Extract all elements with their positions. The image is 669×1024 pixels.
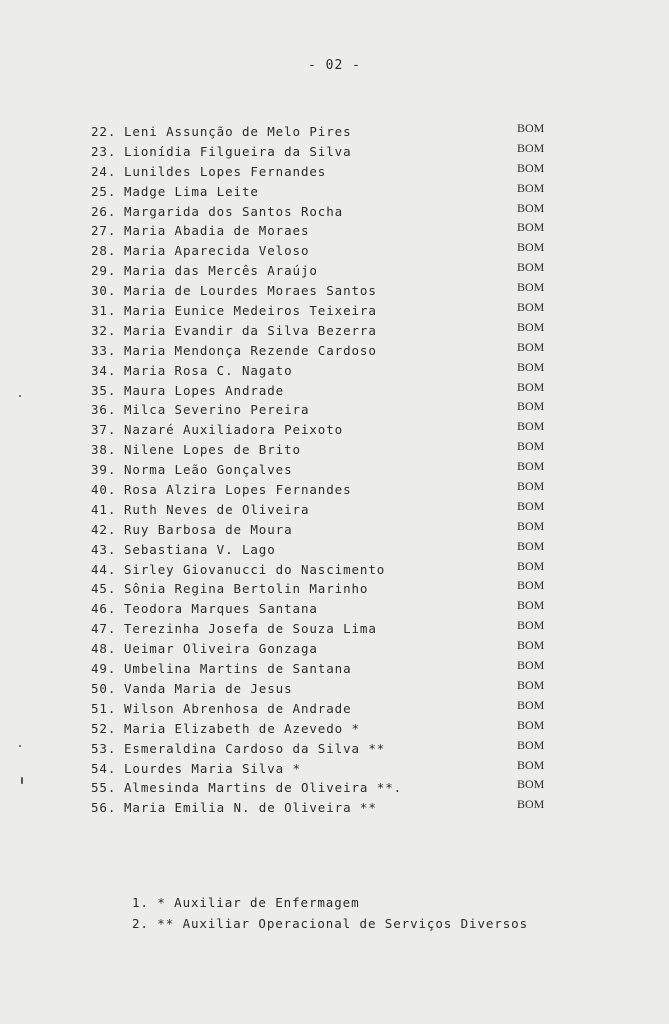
footnote bbox=[132, 913, 528, 934]
entry-rating: BOM bbox=[517, 498, 545, 513]
entry-rating: BOM bbox=[517, 538, 545, 553]
entry-number: 44. bbox=[91, 561, 117, 577]
entry-number: 31. bbox=[91, 303, 117, 319]
entry-rating: BOM bbox=[517, 677, 545, 692]
footnote-number: 2. bbox=[132, 916, 149, 931]
scan-mark bbox=[19, 745, 21, 747]
entry-name: Maria das Mercês Araújo bbox=[124, 263, 318, 279]
list-item bbox=[91, 560, 561, 580]
entry-number: 47. bbox=[91, 621, 117, 637]
entry-rating: BOM bbox=[517, 300, 545, 315]
entry-name: Ruth Neves de Oliveira bbox=[124, 501, 310, 517]
entry-rating: BOM bbox=[517, 280, 545, 295]
entry-rating: BOM bbox=[517, 140, 545, 155]
entry-name: Maria Aparecida Veloso bbox=[124, 243, 310, 259]
list-item bbox=[91, 241, 561, 261]
list-item bbox=[91, 520, 561, 540]
entry-name: Maria Rosa C. Nagato bbox=[124, 362, 293, 378]
entry-rating: BOM bbox=[517, 399, 545, 414]
list-item bbox=[91, 182, 561, 202]
list-item bbox=[91, 361, 561, 381]
entry-number: 38. bbox=[91, 442, 117, 458]
entry-rating: BOM bbox=[517, 220, 545, 235]
entry-name: Ueimar Oliveira Gonzaga bbox=[124, 641, 318, 657]
entry-number: 45. bbox=[91, 581, 117, 597]
list-item bbox=[91, 341, 561, 361]
entry-rating: BOM bbox=[517, 180, 545, 195]
entry-name: Lunildes Lopes Fernandes bbox=[124, 163, 327, 179]
entry-name: Maria Mendonça Rezende Cardoso bbox=[124, 342, 377, 358]
entry-rating: BOM bbox=[517, 479, 545, 494]
entry-number: 46. bbox=[91, 601, 117, 617]
entry-rating: BOM bbox=[517, 558, 545, 573]
entry-rating: BOM bbox=[517, 518, 545, 533]
footnote bbox=[132, 892, 528, 913]
entry-number: 50. bbox=[91, 680, 117, 696]
entry-name: Maria Elizabeth de Azevedo * bbox=[124, 720, 360, 736]
entry-name: Wilson Abrenhosa de Andrade bbox=[124, 700, 352, 716]
entry-rating: BOM bbox=[517, 160, 545, 175]
list-item bbox=[91, 739, 561, 759]
list-item bbox=[91, 619, 561, 639]
list-item bbox=[91, 162, 561, 182]
entry-name: Nilene Lopes de Brito bbox=[124, 442, 301, 458]
entry-number: 40. bbox=[91, 482, 117, 498]
entry-rating: BOM bbox=[517, 598, 545, 613]
list-item bbox=[91, 400, 561, 420]
entry-number: 24. bbox=[91, 163, 117, 179]
entry-number: 39. bbox=[91, 462, 117, 478]
entry-number: 43. bbox=[91, 541, 117, 557]
entry-number: 23. bbox=[91, 143, 117, 159]
entry-name: Terezinha Josefa de Souza Lima bbox=[124, 621, 377, 637]
entry-name: Madge Lima Leite bbox=[124, 183, 259, 199]
entry-number: 41. bbox=[91, 501, 117, 517]
list-item bbox=[91, 759, 561, 779]
entry-name: Maria Evandir da Silva Bezerra bbox=[124, 322, 377, 338]
entry-name: Maria de Lourdes Moraes Santos bbox=[124, 283, 377, 299]
page-number: - 02 - bbox=[308, 58, 361, 73]
list-item bbox=[91, 480, 561, 500]
list-item bbox=[91, 221, 561, 241]
list-item bbox=[91, 679, 561, 699]
entry-name: Umbelina Martins de Santana bbox=[124, 661, 352, 677]
list-item bbox=[91, 142, 561, 162]
list-item bbox=[91, 599, 561, 619]
list-item bbox=[91, 778, 561, 798]
list-item bbox=[91, 460, 561, 480]
entry-name: Norma Leão Gonçalves bbox=[124, 462, 293, 478]
list-item bbox=[91, 719, 561, 739]
list-item bbox=[91, 301, 561, 321]
entry-number: 49. bbox=[91, 661, 117, 677]
entry-name: Sebastiana V. Lago bbox=[124, 541, 276, 557]
list-item bbox=[91, 659, 561, 679]
entry-name: Leni Assunção de Melo Pires bbox=[124, 124, 352, 139]
scan-mark bbox=[19, 395, 21, 397]
list-item bbox=[91, 281, 561, 301]
footnote-text: * Auxiliar de Enfermagem bbox=[157, 895, 360, 910]
entry-name: Maura Lopes Andrade bbox=[124, 382, 285, 398]
entry-rating: BOM bbox=[517, 658, 545, 673]
entry-rating: BOM bbox=[517, 379, 545, 394]
entry-name: Rosa Alzira Lopes Fernandes bbox=[124, 482, 352, 498]
list-item bbox=[91, 440, 561, 460]
entry-name: Ruy Barbosa de Moura bbox=[124, 521, 293, 537]
entry-rating: BOM bbox=[517, 717, 545, 732]
footnote-text: ** Auxiliar Operacional de Serviços Diversos bbox=[157, 916, 529, 931]
entry-number: 42. bbox=[91, 521, 117, 537]
list-item bbox=[91, 202, 561, 222]
entry-rating: BOM bbox=[517, 578, 545, 593]
entry-rating: BOM bbox=[517, 121, 545, 135]
entry-name: Esmeraldina Cardoso da Silva ** bbox=[124, 740, 386, 756]
list-item bbox=[91, 699, 561, 719]
entry-name: Sônia Regina Bertolin Marinho bbox=[124, 581, 369, 597]
entry-name: Lionídia Filgueira da Silva bbox=[124, 143, 352, 159]
list-item bbox=[91, 540, 561, 560]
entry-name: Vanda Maria de Jesus bbox=[124, 680, 293, 696]
entry-name: Almesinda Martins de Oliveira **. bbox=[124, 780, 403, 796]
entry-number: 55. bbox=[91, 780, 117, 796]
entry-rating: BOM bbox=[517, 419, 545, 434]
entry-name: Lourdes Maria Silva * bbox=[124, 760, 301, 776]
list-item bbox=[91, 261, 561, 281]
entry-number: 29. bbox=[91, 263, 117, 279]
list-item bbox=[91, 122, 561, 142]
entry-number: 25. bbox=[91, 183, 117, 199]
entry-number: 37. bbox=[91, 422, 117, 438]
entry-number: 36. bbox=[91, 402, 117, 418]
entry-number: 27. bbox=[91, 223, 117, 239]
footnote-number: 1. bbox=[132, 895, 149, 910]
entry-name: Margarida dos Santos Rocha bbox=[124, 203, 344, 219]
entry-name: Teodora Marques Santana bbox=[124, 601, 318, 617]
entry-rating: BOM bbox=[517, 697, 545, 712]
entry-name: Maria Eunice Medeiros Teixeira bbox=[124, 303, 377, 319]
footnotes bbox=[132, 892, 528, 934]
entry-name: Milca Severino Pereira bbox=[124, 402, 310, 418]
entry-rating: BOM bbox=[517, 339, 545, 354]
entry-number: 28. bbox=[91, 243, 117, 259]
entry-number: 48. bbox=[91, 641, 117, 657]
list-item bbox=[91, 420, 561, 440]
list-item bbox=[91, 639, 561, 659]
entry-rating: BOM bbox=[517, 618, 545, 633]
list-item bbox=[91, 381, 561, 401]
entry-number: 52. bbox=[91, 720, 117, 736]
entry-rating: BOM bbox=[517, 757, 545, 772]
list-item bbox=[91, 321, 561, 341]
entry-name: Maria Emilia N. de Oliveira ** bbox=[124, 800, 377, 816]
entry-number: 22. bbox=[91, 124, 117, 139]
entry-rating: BOM bbox=[517, 359, 545, 374]
entry-rating: BOM bbox=[517, 240, 545, 255]
entry-number: 51. bbox=[91, 700, 117, 716]
list-item bbox=[91, 798, 561, 818]
entry-rating: BOM bbox=[517, 260, 545, 275]
entry-rating: BOM bbox=[517, 319, 545, 334]
entry-name: Sirley Giovanucci do Nascimento bbox=[124, 561, 386, 577]
list-item bbox=[91, 579, 561, 599]
list-item bbox=[91, 500, 561, 520]
entry-number: 26. bbox=[91, 203, 117, 219]
scan-mark bbox=[21, 777, 23, 784]
entry-name: Nazaré Auxiliadora Peixoto bbox=[124, 422, 344, 438]
entry-rating: BOM bbox=[517, 459, 545, 474]
entry-rating: BOM bbox=[517, 777, 545, 792]
entry-rating: BOM bbox=[517, 737, 545, 752]
entry-name: Maria Abadia de Moraes bbox=[124, 223, 310, 239]
entry-number: 34. bbox=[91, 362, 117, 378]
entry-number: 35. bbox=[91, 382, 117, 398]
entry-rating: BOM bbox=[517, 638, 545, 653]
staff-list bbox=[91, 122, 561, 818]
entry-rating: BOM bbox=[517, 200, 545, 215]
entry-number: 54. bbox=[91, 760, 117, 776]
entry-number: 33. bbox=[91, 342, 117, 358]
entry-number: 56. bbox=[91, 800, 117, 816]
entry-rating: BOM bbox=[517, 439, 545, 454]
entry-rating: BOM bbox=[517, 797, 545, 812]
entry-number: 53. bbox=[91, 740, 117, 756]
entry-number: 30. bbox=[91, 283, 117, 299]
entry-number: 32. bbox=[91, 322, 117, 338]
